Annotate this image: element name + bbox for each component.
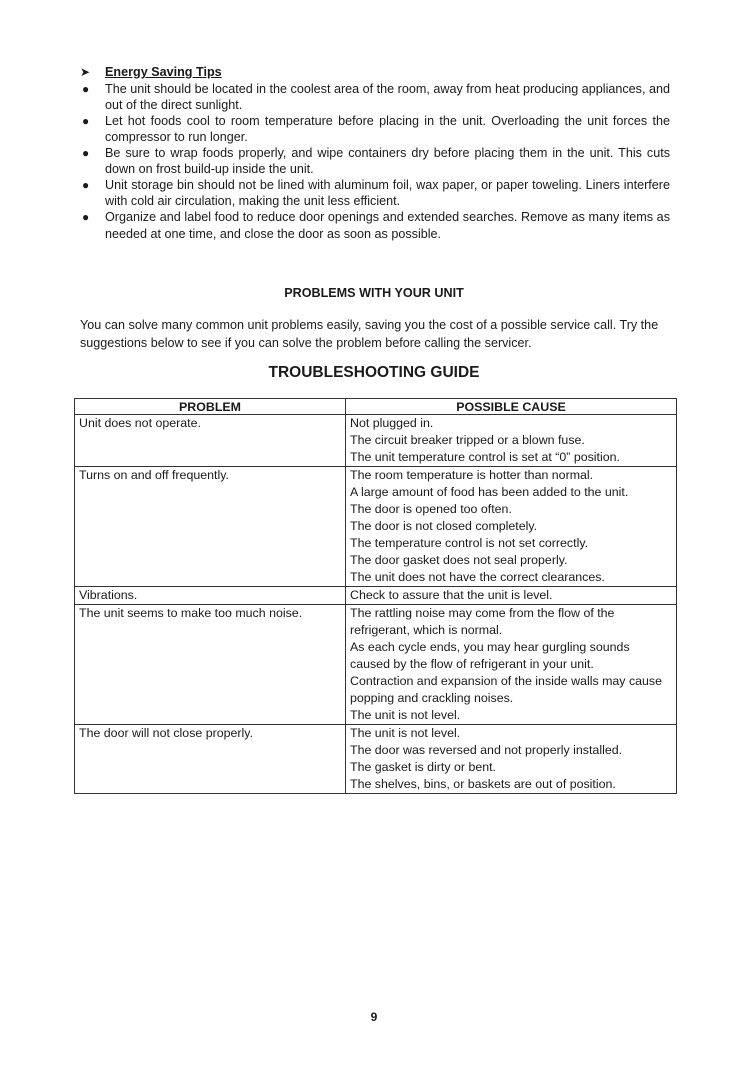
- bullet-icon: ●: [82, 178, 90, 192]
- bullet-icon: ●: [82, 210, 90, 224]
- problem-cell: Vibrations.: [75, 587, 346, 605]
- problem-cell: The door will not close properly.: [75, 725, 346, 794]
- cause-cell: [346, 587, 677, 605]
- cause-line: The rattling noise may come from the flow of the refrigerant, which is normal.: [350, 606, 615, 637]
- bullet-icon: ●: [82, 146, 90, 160]
- table-row: [75, 725, 677, 794]
- tip-text: Unit storage bin should not be lined with aluminum foil, wax paper, or paper toweling. Liners interfere with cold air circulation, making the unit less efficient.: [105, 178, 670, 208]
- cause-cell: [346, 725, 677, 794]
- cause-line: The circuit breaker tripped or a blown fuse.: [350, 433, 585, 447]
- cause-line: The temperature control is not set correctly.: [350, 536, 589, 550]
- energy-tips-heading-row: [80, 64, 670, 80]
- troubleshooting-title: TROUBLESHOOTING GUIDE: [268, 364, 480, 381]
- arrow-bullet-icon: ➤: [80, 65, 91, 79]
- cause-cell: [346, 415, 677, 467]
- problem-cell: The unit seems to make too much noise.: [75, 605, 346, 725]
- tip-item: [80, 177, 670, 209]
- cause-line: The unit is not level.: [350, 708, 461, 722]
- cause-line: The door gasket does not seal properly.: [350, 553, 568, 567]
- table-row: [75, 467, 677, 587]
- table-row: [75, 587, 677, 605]
- energy-tips-section: [80, 64, 670, 243]
- problems-intro: You can solve many common unit problems easily, saving you the cost of a possible service call. Try the suggestions below to see if you can solve the problem before calling the servicer.: [80, 318, 659, 350]
- cause-line: Contraction and expansion of the inside walls may cause popping and crackling noises.: [350, 674, 663, 705]
- cause-line: The unit does not have the correct clearances.: [350, 570, 605, 584]
- cause-line: The door is opened too often.: [350, 502, 512, 516]
- problems-heading: PROBLEMS WITH YOUR UNIT: [284, 286, 464, 300]
- cause-cell: [346, 605, 677, 725]
- table-row: [75, 415, 677, 467]
- cause-line: The door was reversed and not properly installed.: [350, 743, 623, 757]
- cause-line: Not plugged in.: [350, 416, 434, 430]
- cause-line: A large amount of food has been added to the unit.: [350, 485, 629, 499]
- cause-cell: [346, 467, 677, 587]
- tip-item: [80, 113, 670, 145]
- table-header-row: [75, 399, 677, 415]
- problem-cell: Unit does not operate.: [75, 415, 346, 467]
- problem-column-header: PROBLEM: [75, 399, 346, 415]
- cause-line: The room temperature is hotter than normal.: [350, 468, 594, 482]
- cause-line: The shelves, bins, or baskets are out of position.: [350, 777, 616, 791]
- tip-text: Let hot foods cool to room temperature before placing in the unit. Overloading the unit forces the compressor to run longer.: [105, 114, 670, 144]
- tip-item: [80, 81, 670, 113]
- cause-line: The unit temperature control is set at “0” position.: [350, 450, 620, 464]
- cause-line: The unit is not level.: [350, 726, 461, 740]
- tip-item: [80, 145, 670, 177]
- tip-text: The unit should be located in the coolest area of the room, away from heat producing appliances, and out of the direct sunlight.: [105, 82, 670, 112]
- cause-line: The door is not closed completely.: [350, 519, 538, 533]
- energy-tips-heading: Energy Saving Tips: [105, 65, 222, 79]
- cause-line: Check to assure that the unit is level.: [350, 588, 553, 602]
- troubleshooting-table: [74, 398, 677, 794]
- cause-line: As each cycle ends, you may hear gurgling sounds caused by the flow of refrigerant in your unit.: [350, 640, 630, 671]
- cause-line: The gasket is dirty or bent.: [350, 760, 497, 774]
- tip-item: [80, 209, 670, 243]
- table-row: [75, 605, 677, 725]
- bullet-icon: ●: [82, 82, 90, 96]
- tip-text: Be sure to wrap foods properly, and wipe containers dry before placing them in the unit. This cuts down on frost build-up inside the unit.: [105, 146, 670, 176]
- tip-text: Organize and label food to reduce door openings and extended searches. Remove as many items as needed at one time, and close the door as soon as possible.: [105, 210, 670, 241]
- bullet-icon: ●: [82, 114, 90, 128]
- problem-cell: Turns on and off frequently.: [75, 467, 346, 587]
- cause-column-header: POSSIBLE CAUSE: [346, 399, 677, 415]
- page-number: 9: [370, 1010, 378, 1024]
